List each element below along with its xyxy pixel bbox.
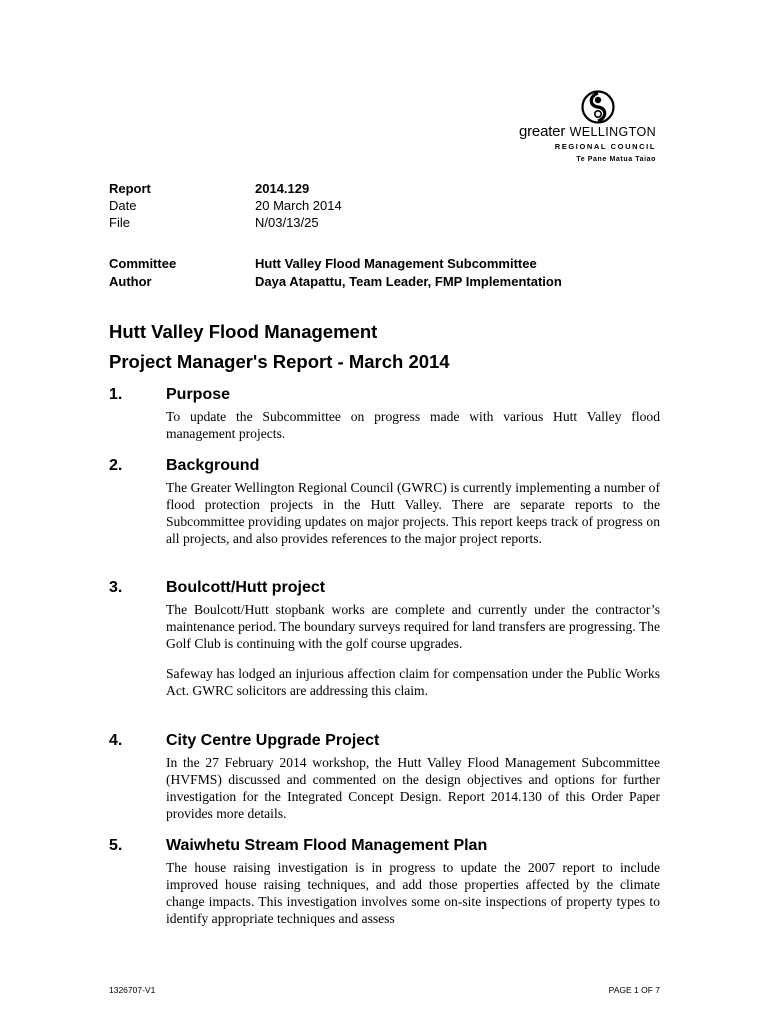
section-heading: Purpose xyxy=(166,386,231,403)
date-label: Date xyxy=(109,198,137,213)
council-logo xyxy=(456,90,656,170)
paragraph: The Boulcott/Hutt stopbank works are complete and currently under the contractor’s maintenance period. The boundary surveys required for land transfers are progressing. The Golf Club is continuing with the golf course upgrades. xyxy=(166,602,660,651)
paragraph: The house raising investigation is in progress to update the 2007 report to include improved house raising techniques, and add those properties affected by the climate change impacts. This investigation involves some on-site inspections of property types to identify appropriate techniques and assess xyxy=(166,860,660,926)
section-number: 5. xyxy=(109,837,123,854)
committee-label: Committee xyxy=(109,256,177,271)
section-body xyxy=(166,859,660,940)
footer-page-number: PAGE 1 OF 7 xyxy=(608,985,660,995)
report-label: Report xyxy=(109,181,151,196)
committee-value: Hutt Valley Flood Management Subcommittee xyxy=(255,256,537,271)
author-value: Daya Atapattu, Team Leader, FMP Implementation xyxy=(255,274,562,289)
paragraph: Safeway has lodged an injurious affection claim for compensation under the Public Works Act. GWRC solicitors are addressing this claim. xyxy=(166,666,660,698)
logo-regional-council: REGIONAL COUNCIL xyxy=(554,142,656,151)
section-heading: Background xyxy=(166,457,260,474)
title-line-1: Hutt Valley Flood Management xyxy=(109,321,378,342)
paragraph: The Greater Wellington Regional Council (GWRC) is currently implementing a number of flood protection projects in the Hutt Valley. There are separate reports to the Subcommittee providing updates on major projects. This report keeps track of progress on all projects, and also provides references to the major project reports. xyxy=(166,480,660,546)
section-number: 4. xyxy=(109,732,123,749)
file-value: N/03/13/25 xyxy=(255,215,319,230)
logo-wordmark xyxy=(519,123,656,141)
section-number: 2. xyxy=(109,457,123,474)
logo-wellington: WELLINGTON xyxy=(569,125,656,139)
section-body xyxy=(166,754,660,835)
section-number: 3. xyxy=(109,579,123,596)
logo-greater: greater xyxy=(518,123,566,140)
swirl-logo-icon xyxy=(581,90,615,124)
report-title xyxy=(109,317,450,377)
title-line-2: Project Manager's Report - March 2014 xyxy=(109,351,450,372)
logo-maori-name: Te Pane Matua Taiao xyxy=(576,156,656,163)
section-number: 1. xyxy=(109,386,123,403)
section-body xyxy=(166,408,660,455)
author-label: Author xyxy=(109,274,152,289)
section-heading: Waiwhetu Stream Flood Management Plan xyxy=(166,837,488,854)
section-heading: City Centre Upgrade Project xyxy=(166,732,380,749)
section-heading: Boulcott/Hutt project xyxy=(166,579,326,596)
date-value: 20 March 2014 xyxy=(255,198,342,213)
footer-doc-id: 1326707-V1 xyxy=(109,985,156,995)
file-label: File xyxy=(109,215,130,230)
paragraph: To update the Subcommittee on progress made with various Hutt Valley flood management projects. xyxy=(166,409,660,441)
section-body xyxy=(166,601,660,712)
section-body xyxy=(166,479,660,560)
paragraph: In the 27 February 2014 workshop, the Hutt Valley Flood Management Subcommittee (HVFMS) discussed and commented on the design objectives and options for further investigation for the Integrated Concept Design. Report 2014.130 of this Order Paper provides more details. xyxy=(166,755,660,821)
report-value: 2014.129 xyxy=(255,181,310,196)
